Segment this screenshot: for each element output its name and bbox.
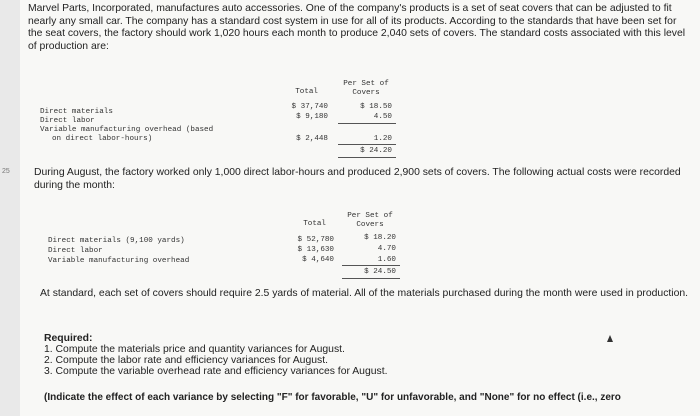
- row-label-variable-overhead-cont: on direct labor-hours): [52, 135, 153, 143]
- total-variable-overhead: $ 2,448: [296, 135, 328, 143]
- double-rule: [342, 278, 400, 279]
- required-heading: Required:: [44, 333, 93, 344]
- actual-cost-table: [48, 210, 408, 280]
- row-label-variable-overhead: Variable manufacturing overhead (based: [40, 126, 214, 134]
- required-item-1: 1. Compute the materials price and quantity variances for August.: [44, 344, 345, 355]
- per-set-total: $ 24.50: [364, 268, 396, 276]
- row-label-direct-materials: Direct materials (9,100 yards): [48, 237, 185, 245]
- total-variable-overhead: $ 4,640: [302, 256, 334, 264]
- total-direct-labor: $ 13,630: [297, 246, 334, 254]
- per-set-variable-overhead: 1.60: [377, 256, 396, 264]
- sum-rule: [338, 144, 396, 145]
- sum-rule: [342, 265, 400, 266]
- col-header-per-set-line1: Per Set of: [343, 80, 389, 88]
- standard-cost-table: [40, 78, 400, 162]
- col-header-per-set-line2: Covers: [356, 221, 384, 229]
- col-header-per-set-line2: Covers: [352, 89, 380, 97]
- row-label-direct-materials: Direct materials: [40, 108, 113, 116]
- total-direct-labor: $ 9,180: [296, 113, 328, 121]
- row-label-direct-labor: Direct labor: [40, 117, 95, 125]
- per-set-total: $ 24.20: [360, 147, 392, 155]
- col-header-per-set-line1: Per Set of: [347, 212, 393, 220]
- per-set-direct-labor: 4.70: [377, 245, 396, 253]
- col-header-total: Total: [295, 88, 318, 96]
- per-set-direct-materials: $ 18.50: [360, 103, 392, 111]
- intro-paragraph: Marvel Parts, Incorporated, manufactures auto accessories. One of the company's products is a set of seat covers that can be adjusted to fit nearly any small car. The company has a standard cost system in use for all of its products. According to the standards that have been set for the seat covers, the factory should work 1,020 hours each month to produce 2,040 sets of covers. The standard costs associated with this level of production are:: [28, 3, 686, 52]
- instruction-text: (Indicate the effect of each variance by selecting "F" for favorable, "U" for unfavorable, and "None" for no effect (i.e., zero: [44, 392, 621, 403]
- problem-page: [20, 0, 700, 416]
- total-direct-materials: $ 52,780: [297, 236, 334, 244]
- underline-rule: [338, 123, 396, 124]
- per-set-direct-materials: $ 18.20: [364, 234, 396, 242]
- per-set-variable-overhead: 1.20: [373, 135, 392, 143]
- required-item-3: 3. Compute the variable overhead rate and efficiency variances for August.: [44, 366, 388, 377]
- per-set-direct-labor: 4.50: [373, 113, 392, 121]
- row-label-variable-overhead: Variable manufacturing overhead: [48, 257, 190, 265]
- margin-page-number: 25: [2, 168, 10, 175]
- standard-paragraph: At standard, each set of covers should require 2.5 yards of material. All of the materials purchased during the month were used in production.: [40, 288, 689, 299]
- required-item-2: 2. Compute the labor rate and efficiency variances for August.: [44, 355, 328, 366]
- double-rule-top: [338, 157, 396, 158]
- total-direct-materials: $ 37,740: [291, 103, 328, 111]
- col-header-total: Total: [303, 220, 326, 228]
- mouse-cursor-icon: [607, 335, 613, 342]
- august-paragraph: During August, the factory worked only 1,000 direct labor-hours and produced 2,900 sets of covers. The following actual costs were recorded during the month:: [34, 167, 681, 191]
- row-label-direct-labor: Direct labor: [48, 247, 103, 255]
